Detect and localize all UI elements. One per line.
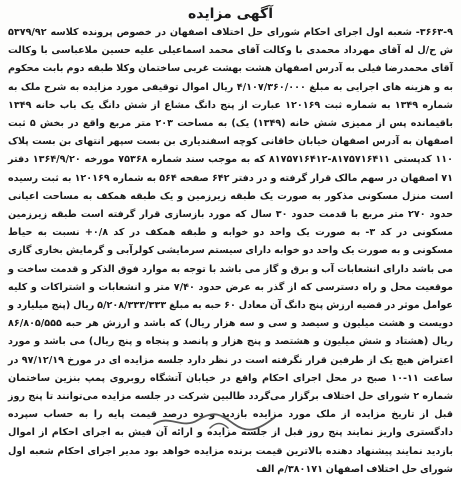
notice-title: آگهی مزایده — [187, 6, 273, 22]
handwritten-mark-icon — [150, 410, 290, 432]
notice-body: ۳۶۶۳-۹- شعبه اول اجرای احکام شورای حل اختلاف اصفهان در خصوص پرونده کلاسه ۵۳۷۹/۹۲ ش ح/ل له آقای مهرداد محمدی با وکالت آقای محمد اسماعیلی علیه حسین ملاعباسی با وکالت آقای محمدرضا فیلی به آدرس اصفهان هشت بهشت غربی ساختمان وکلا طبقه دوم بابت محکوم به و هزینه های اجرایی به مبلغ ۴/۱۰۷/۳۶۰/۰۰۰ ریال اموال توقیفی مورد مزایده به شرح ملک به شماره ۱۳۴۹ به شماره ثبت ۱۲۰۱۶۹ عبارت از پنج دانگ مشاع از شش دانگ یک باب خانه ۱۳۴۹ باقیمانده پس از ممیزی شش خانه (۱۳۴۹) یک) به مساحت ۲۰۳ متر مربع واقع در بخش ۵ ثبت اصفهان به آدرس اصفهان خیابان خاقانی کوچه اسفندیاری بن بست سپهر انتهای بن بست پلاک ۱۱۰ کدپستی ۸۱۷۵۷۱۶۴۱۱-۸۱۷۵۷۱۶۴۱۲ که به موجب سند شماره ۷۵۳۶۸ مورخه ۱۳۶۴/۹/۲۰ دفتر ۷۱ اصفهان در سهم مالک قرار گرفته و در دفتر ۶۴۲ صفحه ۵۶۴ به شماره ۱۲۰۱۶۹ به ثبت رسیده است منزل مسکونی مذکور به صورت یک طبقه زیرزمین و یک طبقه همکف به مساحت اعیانی حدود ۲۷۰ متر مربع با قدمت حدود ۳۰ سال که مورد بازسازی قرار گرفته است طبقه زیرزمین مسکونی در کد ۳- به صورت یک واحد دو خوابه و طبقه همکف در کد ۰/۸+ نسبت به حیاط مسکونی و به صورت یک واحد دو خوابه دارای سیستم سرمایشی کولرآبی و گرمایش بخاری گازی می باشد دارای انشعابات آب و برق و گاز می باشد با توجه به موارد فوق الذکر و قدمت ساخت و موقعیت محل و راه دسترسی که از گذر به عرض حدود ۷/۴۰ متر و انشعابات و اشتراکات و کلیه عوامل موثر در قضیه ارزش پنج دانگ آن معادل ۶۰ حبه به مبلغ ۵/۲۰۸/۳۳۳/۳۳۳ ریال (پنج میلیارد و دویست و هشت میلیون و سیصد و سی و سه هزار ریال) که باشد و ارزش هر حبه ۸۶/۸۰۵/۵۵۵ ریال (هشتاد و شش میلیون و هشتصد و پنج هزار و پانصد و پنجاه و پنج ریال) می باشد و مورد اعتراض هیچ یک از طرفین قرار نگرفته است در نظر دارد جلسه مزایده ای در مورخ ۹۷/۱۲/۱۹ در ساعت ۱۱-۱۰ صبح در محل اجرای احکام واقع در خیابان آتشگاه روبروی پمپ بنزین ساختمان شماره ۲ شورای حل اختلاف برگزار می‌گردد طالبین شرکت در جلسه مزایده می‌توانند تا پنج روز قبل از تاریخ مزایده از ملک مورد مزایده بازدید و ده درصد قیمت پایه را به حساب سپرده دادگستری واریز نمایند پنج روز قبل از جلسه مزایده و ارائه آن فیش به اجرای احکام از اموال بازدید نمایند پیشنهاد دهنده بالاترین قیمت برنده مزایده خواهد بود مدیر اجرای احکام شعبه اول شورای حل اختلاف اصفهان ۳۸۰۱۷۱/م الف — [8, 27, 454, 475]
